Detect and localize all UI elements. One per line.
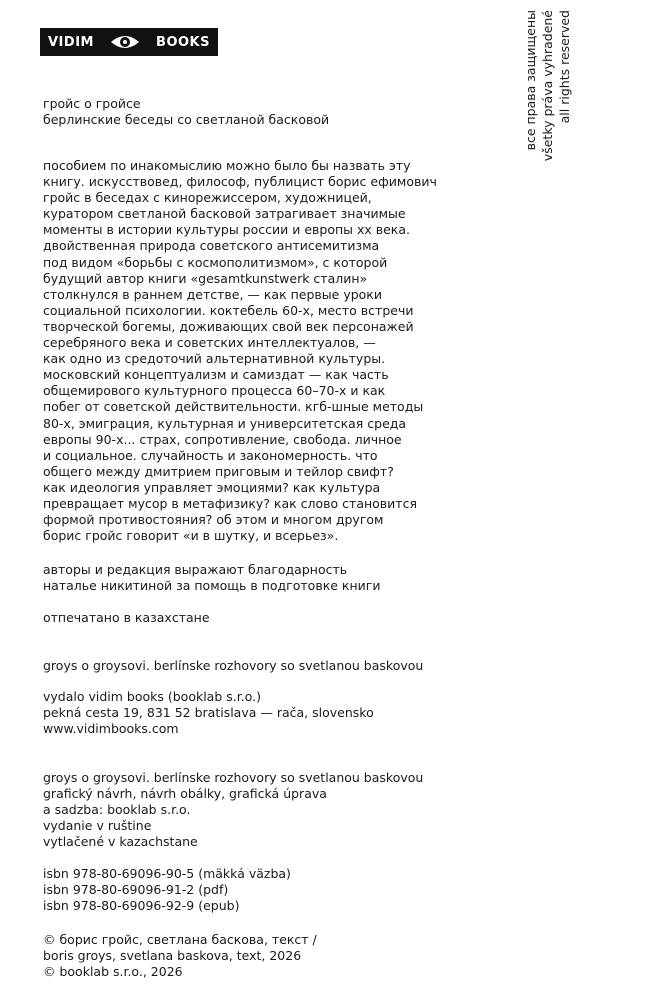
description-line: книгу. искусствовед, философ, публицист борис ефимович (43, 174, 437, 190)
description-line: борис гройс говорит «и в шутку, и всерьез». (43, 528, 339, 544)
description-line: 80-х, эмиграция, культурная и университетская среда (43, 415, 407, 431)
printed-in-line: отпечатано в казахстане (43, 610, 210, 625)
description-line: московский концептуализм и самиздат — как часть (43, 367, 389, 383)
description-line: моменты в истории культуры россии и европы xx века. (43, 222, 410, 238)
book-title-block (43, 96, 493, 128)
isbn-line: isbn 978-80-69096-91-2 (pdf) (43, 882, 229, 898)
credits-line: grafický návrh, návrh obálky, grafická úprava (43, 786, 327, 802)
description-line: общего между дмитрием приговым и тейлор свифт? (43, 463, 394, 479)
publisher-name: vydalo vidim books (booklab s.r.o.) (43, 689, 261, 704)
slovak-title (43, 658, 493, 674)
publisher-website: www.vidimbooks.com (43, 721, 179, 737)
copyright-line: © booklab s.r.o., 2026 (43, 964, 183, 980)
description-line: куратором светланой басковой затрагивает значимые (43, 206, 406, 222)
description-line: как идеология управляет эмоциями? как культура (43, 479, 381, 495)
description-line: формой противостояния? об этом и многом другом (43, 512, 384, 528)
logo-right-text: BOOKS (156, 34, 210, 50)
isbn-line: isbn 978-80-69096-92-9 (epub) (43, 898, 240, 914)
book-title: гройс о гройсе (43, 96, 141, 111)
description-line: превращает мусор в метафизику? как слово становится (43, 495, 417, 511)
description-line: социальной психологии. коктебель 60-х, место встречи (43, 302, 414, 318)
acknowledgements (43, 562, 493, 594)
publisher-info (43, 689, 493, 737)
credits-line: a sadzba: booklab s.r.o. (43, 802, 191, 818)
thanks-line: наталье никитиной за помощь в подготовке книги (43, 578, 381, 594)
slovak-title-line: groys o groysovi. berlínske rozhovory so svetlanou baskovou (43, 658, 424, 673)
description-line: под видом «борьбы с космополитизмом», с которой (43, 254, 388, 270)
description-line: гройс в беседах с кинорежиссером, художницей, (43, 190, 372, 206)
description-line: творческой богемы, доживающих свой век персонажей (43, 318, 414, 334)
copyright-notice (43, 932, 493, 980)
eye-icon (110, 33, 140, 51)
description-line: столкнулся в раннем детстве, — как первые уроки (43, 286, 382, 302)
copyright-line: © борис гройс, светлана баскова, текст / (43, 932, 317, 947)
logo-left-text: VIDIM (48, 34, 94, 50)
description-line: общемирового культурного процесса 60–70-х и как (43, 383, 386, 399)
publisher-address: pekná cesta 19, 831 52 bratislava — rača, slovensko (43, 705, 374, 721)
description-line: пособием по инакомыслию можно было бы назвать эту (43, 158, 411, 173)
rights-sk: všetky práva vyhradené (540, 10, 555, 162)
rights-en: all rights reserved (557, 10, 572, 124)
description-line: двойственная природа советского антисемитизма (43, 238, 380, 254)
thanks-line: авторы и редакция выражают благодарность (43, 562, 348, 577)
rights-ru: все права защищены (523, 10, 538, 151)
description-line: серебряного века и советских интеллектуалов, — (43, 335, 376, 351)
isbn-line: isbn 978-80-69096-90-5 (mäkká väzba) (43, 866, 291, 881)
printed-in-ru (43, 610, 493, 626)
description-line: европы 90-х... страх, сопротивление, свобода. личное (43, 431, 402, 447)
credits-line: vydanie v ruštine (43, 818, 152, 834)
copyright-line: boris groys, svetlana baskova, text, 2026 (43, 948, 302, 964)
description-line: побег от советской действительности. кгб-шные методы (43, 399, 424, 415)
credits-line: groys o groysovi. berlínske rozhovory so svetlanou baskovou (43, 770, 424, 785)
isbn-list (43, 866, 493, 914)
edition-credits (43, 770, 493, 850)
book-subtitle: берлинские беседы со светланой басковой (43, 112, 330, 128)
publisher-logo (40, 28, 218, 56)
rights-reserved-vertical (522, 10, 573, 190)
book-description (43, 158, 493, 544)
description-line: и социальное. случайность и закономерность. что (43, 447, 378, 463)
credits-line: vytlačené v kazachstane (43, 834, 198, 850)
description-line: будущий автор книги «gesamtkunstwerk сталин» (43, 270, 368, 286)
description-line: как одно из средоточий альтернативной культуры. (43, 351, 386, 367)
